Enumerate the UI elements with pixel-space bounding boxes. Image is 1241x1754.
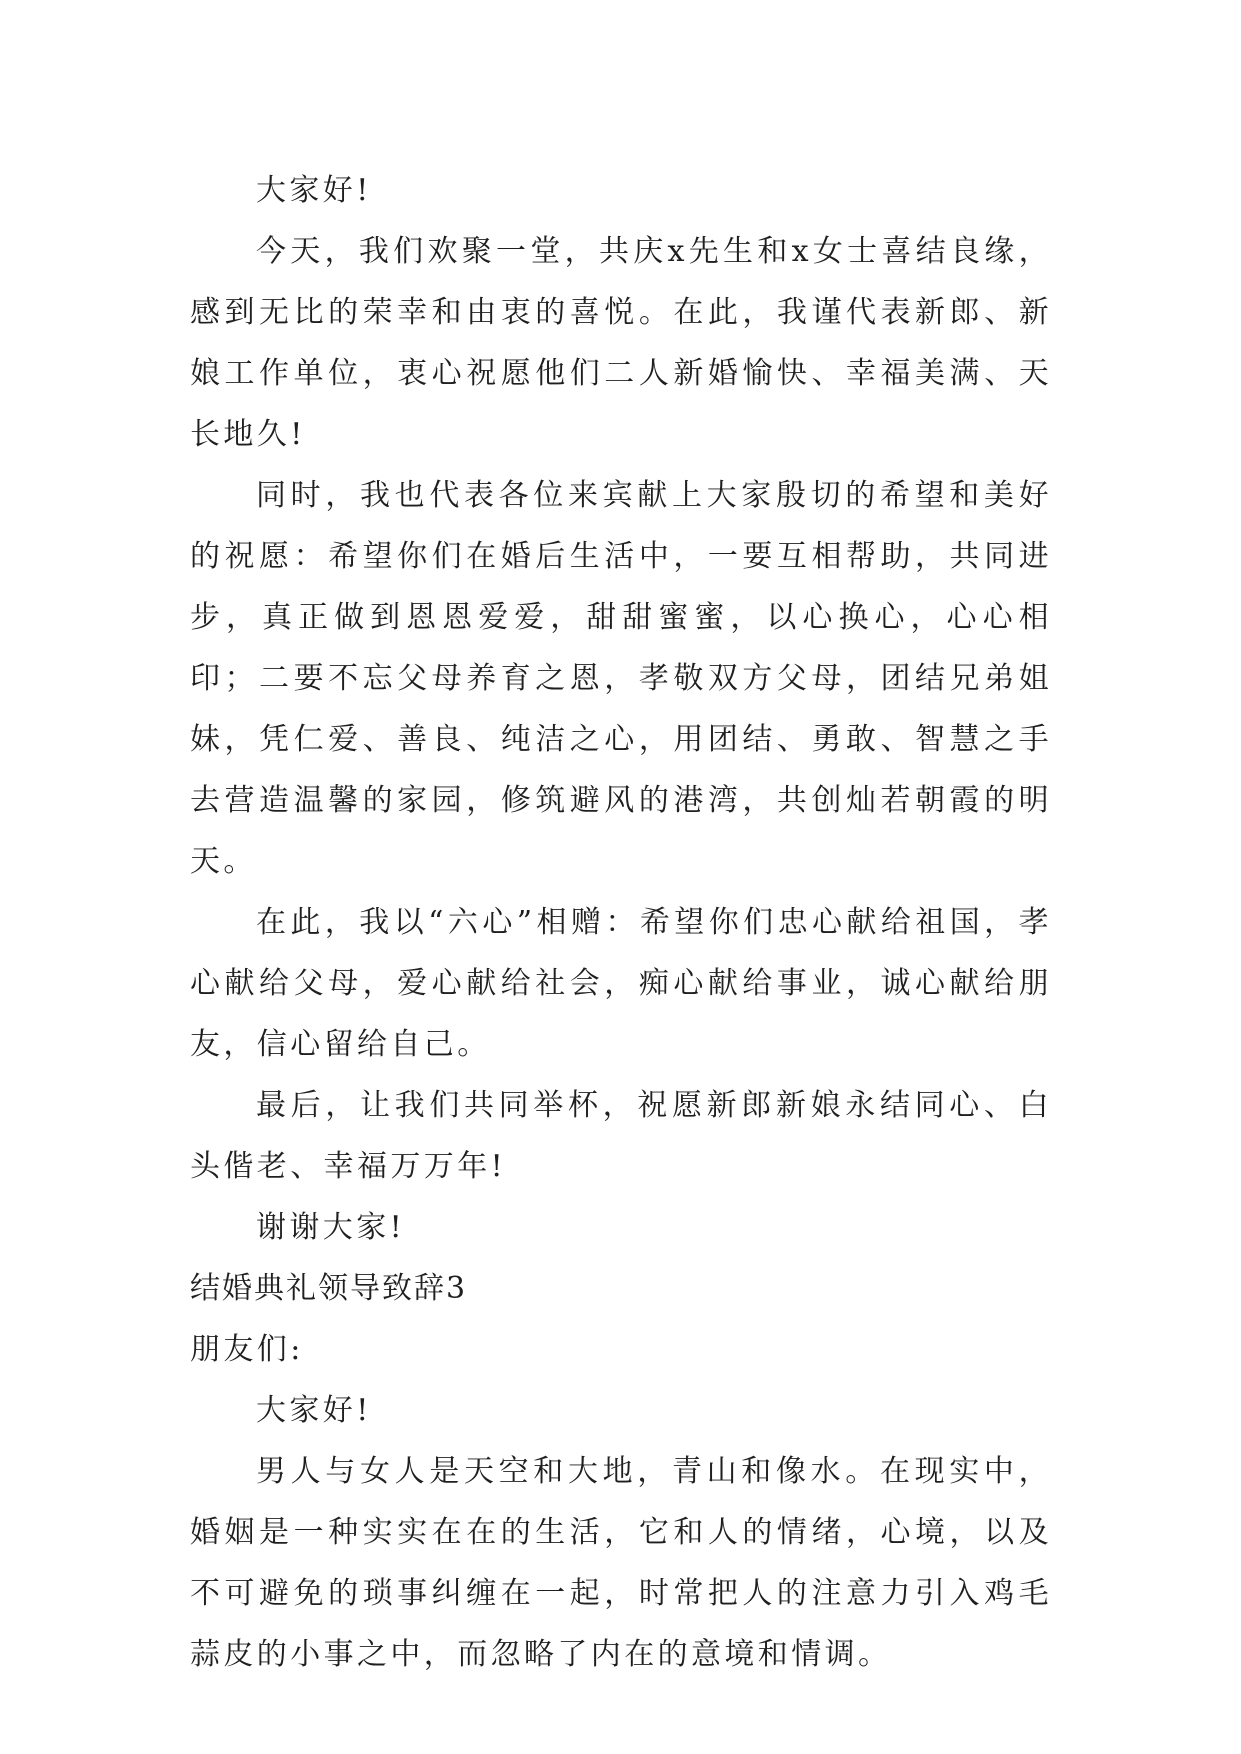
body-paragraph: 今天，我们欢聚一堂，共庆x先生和x女士喜结良缘，感到无比的荣幸和由衷的喜悦。在此，我谨代表新郎、新娘工作单位，衷心祝愿他们二人新婚愉快、幸福美满、天长地久!: [190, 234, 1052, 452]
greeting-paragraph: 大家好!: [256, 1393, 372, 1428]
body-paragraph: 最后，让我们共同举杯，祝愿新郎新娘永结同心、白头偕老、幸福万万年!: [190, 1088, 1052, 1184]
salutation: 朋友们:: [190, 1332, 304, 1367]
thanks-paragraph: 谢谢大家!: [256, 1210, 406, 1245]
body-paragraph: 在此，我以“六心”相赠：希望你们忠心献给祖国，孝心献给父母，爱心献给社会，痴心献给事业，诚心献给朋友，信心留给自己。: [190, 905, 1052, 1062]
greeting-paragraph: 大家好!: [256, 173, 372, 208]
document-body: [190, 160, 1052, 1685]
body-paragraph: 同时，我也代表各位来宾献上大家殷切的希望和美好的祝愿：希望你们在婚后生活中，一要互相帮助，共同进步，真正做到恩恩爱爱，甜甜蜜蜜，以心换心，心心相印；二要不忘父母养育之恩，孝敬双方父母，团结兄弟姐妹，凭仁爱、善良、纯洁之心，用团结、勇敢、智慧之手去营造温馨的家园，修筑避风的港湾，共创灿若朝霞的明天。: [190, 478, 1052, 879]
body-paragraph: 男人与女人是天空和大地，青山和像水。在现实中，婚姻是一种实实在在的生活，它和人的情绪，心境，以及不可避免的琐事纠缠在一起，时常把人的注意力引入鸡毛蒜皮的小事之中，而忽略了内在的意境和情调。: [190, 1454, 1052, 1672]
section-title: 结婚典礼领导致辞3: [190, 1271, 468, 1306]
